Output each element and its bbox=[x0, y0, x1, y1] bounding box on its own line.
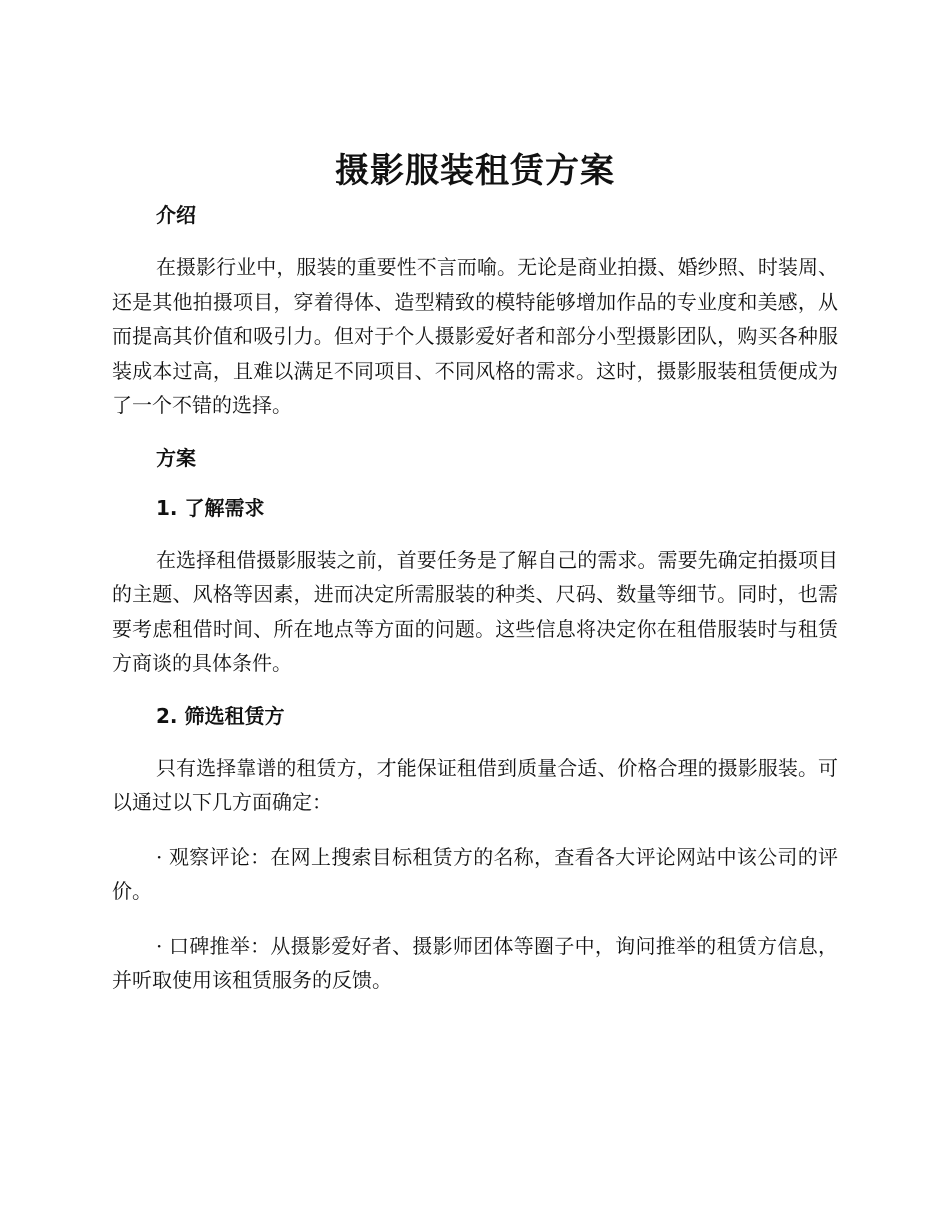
step1-paragraph: 在选择租借摄影服装之前，首要任务是了解自己的需求。需要先确定拍摄项目的主题、风格等因素，进而决定所需服装的种类、尺码、数量等细节。同时，也需要考虑租借时间、所在地点等方面的问题。这些信息将决定你在租借服装时与租赁方商谈的具体条件。 bbox=[112, 547, 838, 675]
step1-heading: 1. 了解需求 bbox=[156, 495, 265, 520]
bullet-item-word-of-mouth: · 口碑推举：从摄影爱好者、摄影师团体等圈子中，询问推举的租赁方信息，并听取使用该租赁服务的反馈。 bbox=[112, 933, 838, 992]
step2-paragraph: 只有选择靠谱的租赁方，才能保证租借到质量合适、价格合理的摄影服装。可以通过以下几方面确定： bbox=[112, 755, 838, 814]
section-heading-plan: 方案 bbox=[156, 445, 196, 470]
intro-paragraph: 在摄影行业中，服装的重要性不言而喻。无论是商业拍摄、婚纱照、时装周、还是其他拍摄项目，穿着得体、造型精致的模特能够增加作品的专业度和美感，从而提高其价值和吸引力。但对于个人摄影爱好者和部分小型摄影团队，购买各种服装成本过高，且难以满足不同项目、不同风格的需求。这时，摄影服装租赁便成为了一个不错的选择。 bbox=[112, 255, 838, 417]
document-title: 摄影服装租赁方案 bbox=[335, 151, 615, 191]
section-heading-intro: 介绍 bbox=[156, 203, 196, 227]
step2-heading: 2. 筛选租赁方 bbox=[156, 703, 285, 728]
bullet-item-reviews: · 观察评论：在网上搜索目标租赁方的名称，查看各大评论网站中该公司的评价。 bbox=[112, 844, 838, 903]
